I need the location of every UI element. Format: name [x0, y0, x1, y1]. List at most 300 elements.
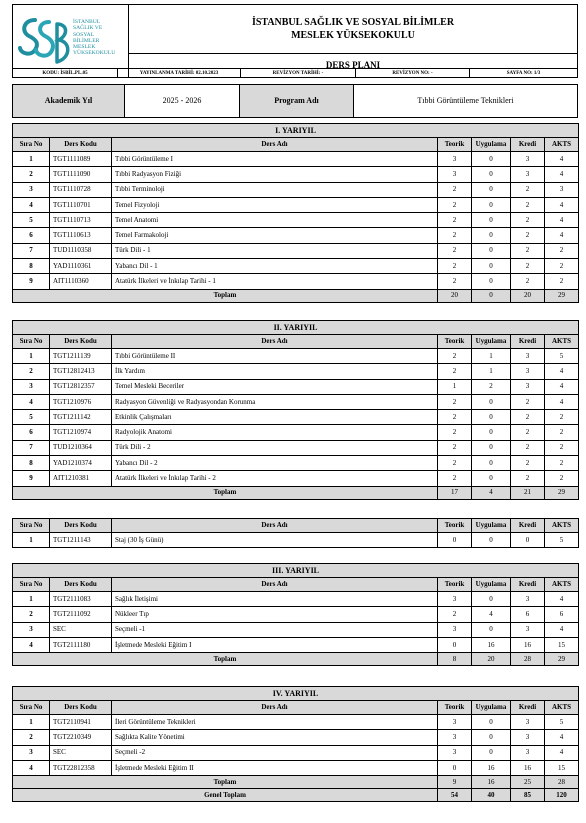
theory-hours: 2	[438, 243, 472, 258]
theory-hours: 2	[438, 197, 472, 212]
row-number: 6	[13, 228, 50, 243]
logo	[13, 5, 129, 78]
credit: 2	[511, 274, 545, 289]
course-name: Radyasyon Güvenliği ve Radyasyondan Korunma	[112, 394, 438, 409]
total-value: 16	[472, 776, 511, 789]
course-table	[12, 518, 579, 548]
practice-hours: 16	[472, 760, 511, 775]
course-code: TGT2111180	[50, 637, 112, 652]
course-name: Temel Fizyoloji	[112, 197, 438, 212]
column-header: Kredi	[511, 335, 545, 349]
theory-hours: 2	[438, 364, 472, 379]
credit: 3	[511, 730, 545, 745]
ects: 5	[545, 533, 579, 548]
course-name: Sağlıkta Kalite Yönetimi	[112, 730, 438, 745]
total-value: 20	[511, 289, 545, 302]
practice-hours: 0	[472, 394, 511, 409]
row-number: 4	[13, 637, 50, 652]
course-name: Nükleer Tıp	[112, 607, 438, 622]
course-name: Sağlık İletişimi	[112, 592, 438, 607]
table-row	[13, 243, 579, 258]
theory-hours: 3	[438, 622, 472, 637]
theory-hours: 2	[438, 471, 472, 486]
column-header: Ders Kodu	[50, 335, 112, 349]
total-value: 21	[511, 486, 545, 499]
column-header: Ders Adı	[112, 519, 438, 533]
table-row	[13, 152, 579, 167]
program-label: Program Adı	[240, 85, 354, 118]
course-code: TUD1210364	[50, 440, 112, 455]
theory-hours: 3	[438, 745, 472, 760]
grand-total-value: 54	[438, 789, 472, 802]
course-name: Tıbbi Görüntüleme II	[112, 349, 438, 364]
course-name: Etkinlik Çalışmaları	[112, 410, 438, 425]
ects: 5	[545, 715, 579, 730]
column-header: AKTS	[545, 335, 579, 349]
table-row	[13, 440, 579, 455]
column-header: Ders Adı	[112, 138, 438, 152]
course-name: Staj (30 İş Günü)	[112, 533, 438, 548]
practice-hours: 0	[472, 259, 511, 274]
course-code: TGT1211142	[50, 410, 112, 425]
column-header: Sıra No	[13, 701, 50, 715]
course-name: Atatürk İlkeleri ve İnkılap Tarihi - 1	[112, 274, 438, 289]
row-number: 7	[13, 243, 50, 258]
ects: 2	[545, 456, 579, 471]
table-row	[13, 622, 579, 637]
practice-hours: 0	[472, 533, 511, 548]
semester-title: IV. YARIYIL	[13, 687, 579, 701]
course-name: İşletmede Mesleki Eğitim II	[112, 760, 438, 775]
column-header: Kredi	[511, 138, 545, 152]
doc-code: KODU: İSBİL.PL.05	[13, 69, 118, 78]
course-code: TGT12812357	[50, 379, 112, 394]
semester-4-table	[12, 686, 578, 802]
course-code: TGT1211139	[50, 349, 112, 364]
column-header: AKTS	[545, 519, 579, 533]
column-header: Teorik	[438, 138, 472, 152]
course-name: Tıbbi Görüntüleme I	[112, 152, 438, 167]
ects: 4	[545, 197, 579, 212]
theory-hours: 2	[438, 410, 472, 425]
row-number: 4	[13, 197, 50, 212]
table-row	[13, 394, 579, 409]
course-name: Yabancı Dil - 2	[112, 456, 438, 471]
course-code: TGT1110613	[50, 228, 112, 243]
practice-hours: 0	[472, 425, 511, 440]
row-number: 1	[13, 349, 50, 364]
table-row	[13, 213, 579, 228]
ects: 4	[545, 394, 579, 409]
course-name: Temel Anatomi	[112, 213, 438, 228]
theory-hours: 2	[438, 213, 472, 228]
course-code: TGT1110713	[50, 213, 112, 228]
document-meta-row	[12, 68, 578, 78]
table-row	[13, 274, 579, 289]
row-number: 1	[13, 592, 50, 607]
course-table	[12, 563, 579, 666]
course-name: Türk Dili - 2	[112, 440, 438, 455]
grand-total-label: Genel Toplam	[13, 789, 438, 802]
grand-total-value: 85	[511, 789, 545, 802]
practice-hours: 0	[472, 440, 511, 455]
ects: 4	[545, 379, 579, 394]
course-code: TGT1210976	[50, 394, 112, 409]
total-value: 0	[472, 289, 511, 302]
row-number: 1	[13, 533, 50, 548]
theory-hours: 2	[438, 425, 472, 440]
practice-hours: 0	[472, 456, 511, 471]
credit: 2	[511, 471, 545, 486]
row-number: 5	[13, 213, 50, 228]
course-name: İşletmede Mesleki Eğitim I	[112, 637, 438, 652]
credit: 3	[511, 364, 545, 379]
ects: 2	[545, 259, 579, 274]
column-header: Uygulama	[472, 138, 511, 152]
credit: 3	[511, 152, 545, 167]
theory-hours: 0	[438, 533, 472, 548]
table-row	[13, 637, 579, 652]
credit: 3	[511, 379, 545, 394]
total-value: 17	[438, 486, 472, 499]
column-header: Kredi	[511, 578, 545, 592]
credit: 2	[511, 259, 545, 274]
practice-hours: 0	[472, 274, 511, 289]
document-header	[12, 4, 578, 78]
course-table	[12, 123, 579, 303]
row-number: 3	[13, 379, 50, 394]
credit: 16	[511, 637, 545, 652]
row-number: 2	[13, 730, 50, 745]
course-name: Temel Farmakoloji	[112, 228, 438, 243]
course-table	[12, 320, 579, 500]
practice-hours: 0	[472, 410, 511, 425]
credit: 2	[511, 440, 545, 455]
column-header: Ders Kodu	[50, 701, 112, 715]
column-header: Sıra No	[13, 138, 50, 152]
table-row	[13, 259, 579, 274]
semester-2-table	[12, 320, 578, 500]
course-name: Yabancı Dil - 1	[112, 259, 438, 274]
table-row	[13, 410, 579, 425]
program-value: Tıbbi Görüntüleme Teknikleri	[354, 85, 578, 118]
table-row	[13, 197, 579, 212]
column-header: Sıra No	[13, 335, 50, 349]
course-name: Seçmeli -1	[112, 622, 438, 637]
practice-hours: 0	[472, 213, 511, 228]
credit: 6	[511, 607, 545, 622]
school-name: İSTANBUL SAĞLIK VE SOSYAL BİLİMLER MESLEK YÜKSEKOKULU	[129, 5, 578, 54]
practice-hours: 0	[472, 745, 511, 760]
revision-no: REVİZYON NO: -	[356, 69, 470, 78]
column-header: Ders Adı	[112, 335, 438, 349]
total-value: 29	[545, 289, 579, 302]
column-header: Ders Adı	[112, 578, 438, 592]
total-label: Toplam	[13, 486, 438, 499]
course-code: TGT1110701	[50, 197, 112, 212]
semester-title: III. YARIYIL	[13, 564, 579, 578]
semester-title: II. YARIYIL	[13, 321, 579, 335]
ects: 2	[545, 471, 579, 486]
course-code: TGT1111089	[50, 152, 112, 167]
course-code: YAD1110361	[50, 259, 112, 274]
theory-hours: 2	[438, 349, 472, 364]
credit: 2	[511, 425, 545, 440]
practice-hours: 0	[472, 243, 511, 258]
course-name: İlk Yardım	[112, 364, 438, 379]
ects: 15	[545, 637, 579, 652]
course-code: TGT2111092	[50, 607, 112, 622]
column-header: AKTS	[545, 701, 579, 715]
row-number: 3	[13, 745, 50, 760]
credit: 3	[511, 167, 545, 182]
practice-hours: 0	[472, 471, 511, 486]
table-row	[13, 349, 579, 364]
revision-date: REVİZYON TARİHİ: -	[241, 69, 356, 78]
total-label: Toplam	[13, 776, 438, 789]
credit: 3	[511, 592, 545, 607]
credit: 2	[511, 213, 545, 228]
row-number: 4	[13, 760, 50, 775]
ects: 3	[545, 182, 579, 197]
total-label: Toplam	[13, 289, 438, 302]
theory-hours: 2	[438, 259, 472, 274]
practice-hours: 0	[472, 152, 511, 167]
table-row	[13, 730, 579, 745]
theory-hours: 2	[438, 274, 472, 289]
practice-hours: 0	[472, 592, 511, 607]
program-info	[12, 84, 578, 118]
credit: 0	[511, 533, 545, 548]
table-row	[13, 379, 579, 394]
practice-hours: 0	[472, 622, 511, 637]
theory-hours: 0	[438, 760, 472, 775]
column-header: Uygulama	[472, 519, 511, 533]
ects: 4	[545, 592, 579, 607]
row-number: 2	[13, 364, 50, 379]
column-header: Ders Kodu	[50, 519, 112, 533]
credit: 16	[511, 760, 545, 775]
row-number: 4	[13, 394, 50, 409]
ects: 4	[545, 730, 579, 745]
column-header: Ders Adı	[112, 701, 438, 715]
table-row	[13, 228, 579, 243]
course-name: Seçmeli -2	[112, 745, 438, 760]
course-code: SEC	[50, 745, 112, 760]
credit: 3	[511, 715, 545, 730]
table-row	[13, 760, 579, 775]
theory-hours: 3	[438, 715, 472, 730]
row-number: 1	[13, 152, 50, 167]
ects: 2	[545, 425, 579, 440]
theory-hours: 2	[438, 440, 472, 455]
grand-total-value: 120	[545, 789, 579, 802]
ects: 4	[545, 228, 579, 243]
column-header: Ders Kodu	[50, 138, 112, 152]
column-header: Uygulama	[472, 578, 511, 592]
total-value: 8	[438, 653, 472, 666]
internship-table	[12, 518, 578, 548]
row-number: 3	[13, 622, 50, 637]
theory-hours: 3	[438, 152, 472, 167]
practice-hours: 16	[472, 637, 511, 652]
column-header: Teorik	[438, 578, 472, 592]
practice-hours: 0	[472, 197, 511, 212]
column-header: Teorik	[438, 701, 472, 715]
column-header: Teorik	[438, 519, 472, 533]
theory-hours: 2	[438, 182, 472, 197]
row-number: 1	[13, 715, 50, 730]
course-code: TGT12812413	[50, 364, 112, 379]
ects: 4	[545, 152, 579, 167]
table-row	[13, 425, 579, 440]
credit: 2	[511, 394, 545, 409]
document-title: DERS PLANI	[129, 54, 578, 78]
course-code: TGT1111090	[50, 167, 112, 182]
logo-text: İSTANBUL SAĞLIK VE SOSYAL BİLİMLER MESLEK YÜKSEKOKULU	[73, 19, 116, 57]
school-logo-icon	[15, 12, 73, 70]
table-row	[13, 745, 579, 760]
ects: 4	[545, 622, 579, 637]
column-header: Uygulama	[472, 335, 511, 349]
course-name: Atatürk İlkeleri ve İnkılap Tarihi - 2	[112, 471, 438, 486]
total-value: 28	[545, 776, 579, 789]
course-name: Tıbbi Radyasyon Fiziği	[112, 167, 438, 182]
row-number: 8	[13, 456, 50, 471]
course-code: AIT1110360	[50, 274, 112, 289]
row-number: 7	[13, 440, 50, 455]
column-header: AKTS	[545, 138, 579, 152]
row-number: 9	[13, 471, 50, 486]
theory-hours: 2	[438, 228, 472, 243]
row-number: 3	[13, 182, 50, 197]
publish-date: YAYINLANMA TARİHİ: 02.10.2023	[118, 69, 241, 78]
course-code: AIT1210381	[50, 471, 112, 486]
table-row	[13, 715, 579, 730]
practice-hours: 0	[472, 182, 511, 197]
credit: 2	[511, 228, 545, 243]
total-value: 29	[545, 486, 579, 499]
course-table	[12, 686, 579, 802]
course-code: SEC	[50, 622, 112, 637]
practice-hours: 0	[472, 167, 511, 182]
ects: 2	[545, 410, 579, 425]
credit: 2	[511, 182, 545, 197]
ects: 2	[545, 440, 579, 455]
page-number: SAYFA NO: 1/3	[470, 69, 578, 78]
total-value: 9	[438, 776, 472, 789]
table-row	[13, 456, 579, 471]
course-code: TGT2111083	[50, 592, 112, 607]
theory-hours: 3	[438, 730, 472, 745]
table-row	[13, 167, 579, 182]
semester-3-table	[12, 563, 578, 666]
course-name: İleri Görüntüleme Teknikleri	[112, 715, 438, 730]
row-number: 5	[13, 410, 50, 425]
credit: 2	[511, 456, 545, 471]
course-name: Temel Mesleki Beceriler	[112, 379, 438, 394]
column-header: AKTS	[545, 578, 579, 592]
theory-hours: 2	[438, 456, 472, 471]
theory-hours: 0	[438, 637, 472, 652]
row-number: 9	[13, 274, 50, 289]
course-code: TGT22812358	[50, 760, 112, 775]
ects: 4	[545, 213, 579, 228]
credit: 2	[511, 410, 545, 425]
course-code: YAD1210374	[50, 456, 112, 471]
row-number: 8	[13, 259, 50, 274]
table-row	[13, 182, 579, 197]
course-code: TGT2210349	[50, 730, 112, 745]
academic-year-label: Akademik Yıl	[13, 85, 125, 118]
grand-total-value: 40	[472, 789, 511, 802]
semester-1-table	[12, 123, 578, 303]
total-value: 25	[511, 776, 545, 789]
course-name: Türk Dili - 1	[112, 243, 438, 258]
ects: 4	[545, 167, 579, 182]
column-header: Ders Kodu	[50, 578, 112, 592]
table-row	[13, 607, 579, 622]
course-name: Radyolojik Anatomi	[112, 425, 438, 440]
total-value: 20	[438, 289, 472, 302]
theory-hours: 3	[438, 592, 472, 607]
credit: 3	[511, 745, 545, 760]
theory-hours: 1	[438, 379, 472, 394]
practice-hours: 2	[472, 379, 511, 394]
column-header: Sıra No	[13, 578, 50, 592]
theory-hours: 2	[438, 607, 472, 622]
practice-hours: 0	[472, 730, 511, 745]
row-number: 2	[13, 607, 50, 622]
practice-hours: 4	[472, 607, 511, 622]
semester-title: I. YARIYIL	[13, 124, 579, 138]
theory-hours: 3	[438, 167, 472, 182]
table-row	[13, 471, 579, 486]
course-code: TGT1211143	[50, 533, 112, 548]
column-header: Sıra No	[13, 519, 50, 533]
ects: 4	[545, 364, 579, 379]
practice-hours: 0	[472, 715, 511, 730]
total-value: 28	[511, 653, 545, 666]
credit: 2	[511, 197, 545, 212]
course-code: TUD1110358	[50, 243, 112, 258]
course-name: Tıbbi Terminoloji	[112, 182, 438, 197]
credit: 3	[511, 349, 545, 364]
total-value: 20	[472, 653, 511, 666]
table-row	[13, 533, 579, 548]
credit: 3	[511, 622, 545, 637]
table-row	[13, 364, 579, 379]
table-row	[13, 592, 579, 607]
total-value: 4	[472, 486, 511, 499]
column-header: Uygulama	[472, 701, 511, 715]
row-number: 2	[13, 167, 50, 182]
course-code: TGT2110941	[50, 715, 112, 730]
ects: 2	[545, 243, 579, 258]
ects: 4	[545, 745, 579, 760]
column-header: Teorik	[438, 335, 472, 349]
row-number: 6	[13, 425, 50, 440]
ects: 5	[545, 349, 579, 364]
ects: 6	[545, 607, 579, 622]
ects: 2	[545, 274, 579, 289]
column-header: Kredi	[511, 701, 545, 715]
ects: 15	[545, 760, 579, 775]
practice-hours: 1	[472, 349, 511, 364]
total-label: Toplam	[13, 653, 438, 666]
practice-hours: 1	[472, 364, 511, 379]
practice-hours: 0	[472, 228, 511, 243]
